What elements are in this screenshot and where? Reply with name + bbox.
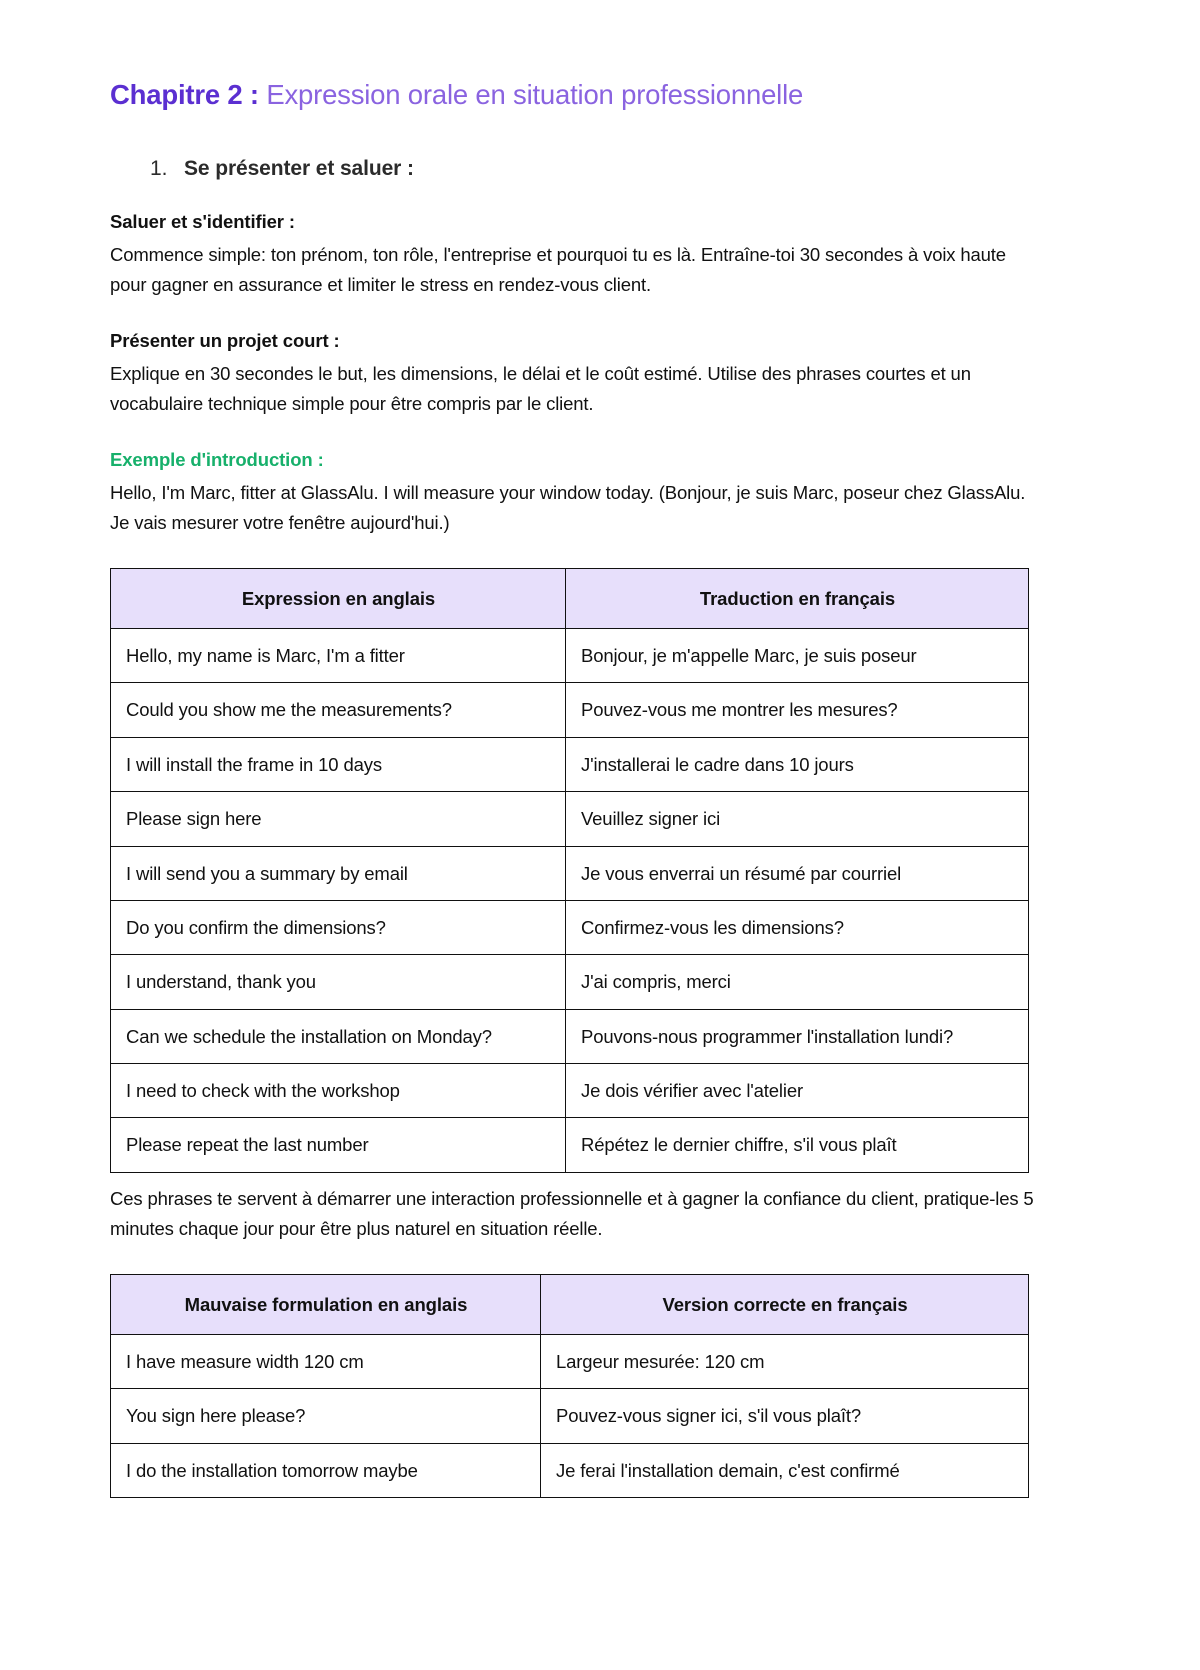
cell-french: Veuillez signer ici — [566, 792, 1029, 846]
table-row — [111, 629, 1029, 683]
closing-paragraph: Ces phrases te servent à démarrer une interaction professionnelle et à gagner la confiance du client, pratique-les 5 minutes chaque jour pour être plus naturel en situation réelle. — [110, 1187, 1034, 1239]
table-expressions — [110, 568, 1029, 1173]
cell-wrong-english: You sign here please? — [111, 1389, 541, 1443]
cell-english: I understand, thank you — [111, 955, 566, 1009]
cell-french: Confirmez-vous les dimensions? — [566, 900, 1029, 954]
block-projet-text: Explique en 30 secondes le but, les dimensions, le délai et le coût estimé. Utilise des phrases courtes et un vocabulaire technique simple pour être compris par le client. — [110, 362, 971, 414]
block-exemple — [110, 447, 1090, 538]
table-mistakes — [110, 1274, 1029, 1499]
table-row — [111, 1389, 1029, 1443]
cell-english: Can we schedule the installation on Monday? — [111, 1009, 566, 1063]
cell-french: Pouvons-nous programmer l'installation lundi? — [566, 1009, 1029, 1063]
cell-wrong-english: I have measure width 120 cm — [111, 1335, 541, 1389]
block-exemple-lead: Exemple d'introduction : — [110, 448, 324, 470]
table-row — [111, 683, 1029, 737]
cell-french: J'installerai le cadre dans 10 jours — [566, 737, 1029, 791]
column-header-french: Traduction en français — [566, 568, 1029, 628]
table-row — [111, 1009, 1029, 1063]
chapter-title-rest: Expression orale en situation professionnelle — [258, 79, 804, 110]
cell-french: Pouvez-vous me montrer les mesures? — [566, 683, 1029, 737]
section-heading-label: Se présenter et saluer : — [184, 157, 414, 181]
cell-english: Hello, my name is Marc, I'm a fitter — [111, 629, 566, 683]
cell-english: Please sign here — [111, 792, 566, 846]
block-projet-lead: Présenter un projet court : — [110, 330, 340, 352]
cell-french: Je vous enverrai un résumé par courriel — [566, 846, 1029, 900]
cell-french: Je dois vérifier avec l'atelier — [566, 1064, 1029, 1118]
cell-english: Please repeat the last number — [111, 1118, 566, 1172]
block-projet — [110, 328, 1090, 419]
cell-correct-french: Je ferai l'installation demain, c'est confirmé — [541, 1443, 1029, 1497]
table-row — [111, 846, 1029, 900]
column-header-correct-french: Version correcte en français — [541, 1274, 1029, 1334]
block-exemple-text: Hello, I'm Marc, fitter at GlassAlu. I will measure your window today. (Bonjour, je suis Marc, poseur chez GlassAlu. Je vais mesurer votre fenêtre aujourd'hui.) — [110, 481, 1026, 533]
table-row — [111, 792, 1029, 846]
chapter-label: Chapitre 2 : — [110, 79, 259, 110]
cell-english: I will send you a summary by email — [111, 846, 566, 900]
cell-wrong-english: I do the installation tomorrow maybe — [111, 1443, 541, 1497]
cell-correct-french: Pouvez-vous signer ici, s'il vous plaît? — [541, 1389, 1029, 1443]
cell-french: Bonjour, je m'appelle Marc, je suis poseur — [566, 629, 1029, 683]
cell-english: I need to check with the workshop — [111, 1064, 566, 1118]
column-header-wrong-english: Mauvaise formulation en anglais — [111, 1274, 541, 1334]
cell-english: Could you show me the measurements? — [111, 683, 566, 737]
table-row — [111, 900, 1029, 954]
cell-english: Do you confirm the dimensions? — [111, 900, 566, 954]
section-number: 1. — [150, 157, 168, 181]
table-header-row — [111, 568, 1029, 628]
block-saluer — [110, 209, 1090, 300]
block-saluer-lead: Saluer et s'identifier : — [110, 211, 295, 233]
table-row — [111, 1118, 1029, 1172]
cell-correct-french: Largeur mesurée: 120 cm — [541, 1335, 1029, 1389]
cell-french: Répétez le dernier chiffre, s'il vous plaît — [566, 1118, 1029, 1172]
table-row — [111, 1443, 1029, 1497]
section-heading — [150, 157, 1090, 181]
block-saluer-text: Commence simple: ton prénom, ton rôle, l'entreprise et pourquoi tu es là. Entraîne-toi 30 secondes à voix haute pour gagner en assurance et limiter le stress en rendez-vous client. — [110, 244, 1006, 296]
table-row — [111, 1064, 1029, 1118]
table-row — [111, 737, 1029, 791]
cell-french: J'ai compris, merci — [566, 955, 1029, 1009]
cell-english: I will install the frame in 10 days — [111, 737, 566, 791]
column-header-english: Expression en anglais — [111, 568, 566, 628]
table-row — [111, 955, 1029, 1009]
table-header-row — [111, 1274, 1029, 1334]
table-row — [111, 1335, 1029, 1389]
page-title — [110, 78, 1090, 112]
